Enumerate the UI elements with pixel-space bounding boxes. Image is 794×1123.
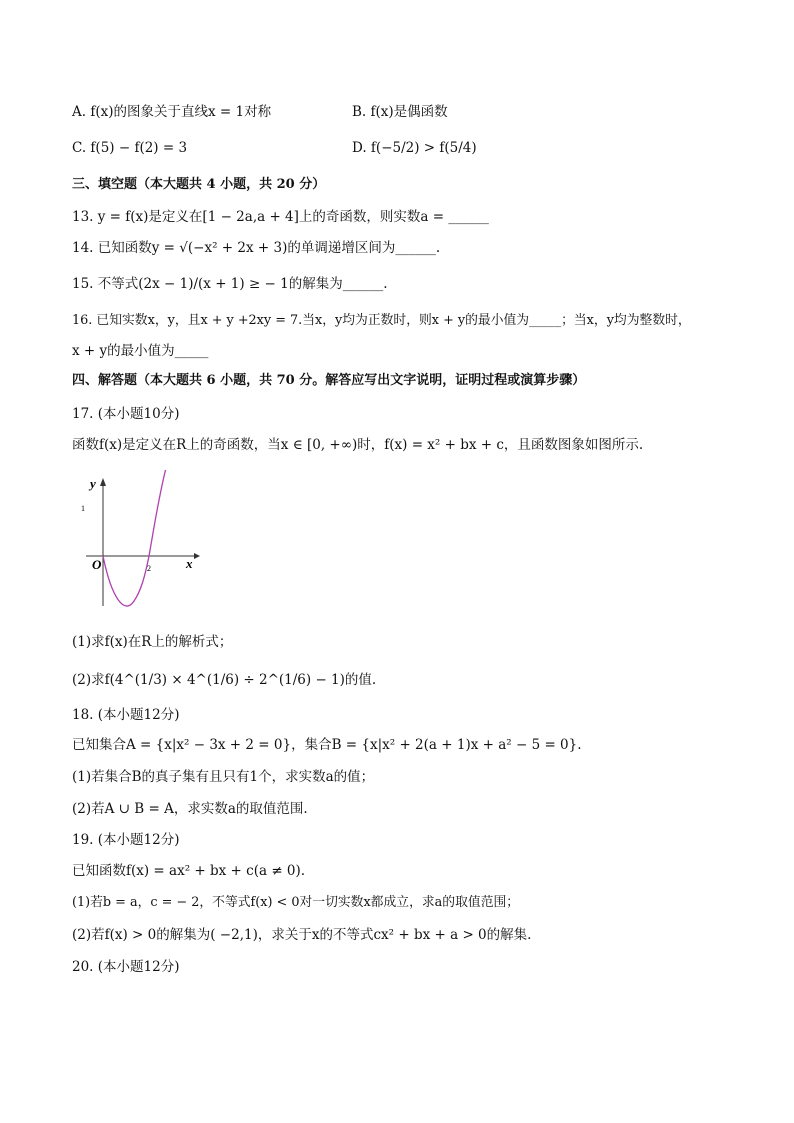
question-17-part-2: (2)求f(4^(1/3) × 4^(1/6) ÷ 2^(1/6) − 1)的值. xyxy=(72,672,377,688)
origin-label: O xyxy=(92,557,102,572)
question-19-stem: 已知函数f(x) = ax² + bx + c(a ≠ 0). xyxy=(72,863,306,879)
x-tick-label: 2 xyxy=(147,564,151,573)
y-tick-label: 1 xyxy=(81,504,85,513)
question-17-title: 17. (本小题10分) xyxy=(72,406,180,422)
section-3-heading: 三、填空题（本大题共 4 小题，共 20 分） xyxy=(72,177,326,192)
question-18-title: 18. (本小题12分) xyxy=(72,707,180,723)
x-axis-label: x xyxy=(186,556,193,571)
option-d: D. f(−5/2) > f(5/4) xyxy=(352,140,477,156)
option-a: A. f(x)的图象关于直线x = 1对称 xyxy=(72,104,272,120)
question-17-stem: 函数f(x)是定义在R上的奇函数，当x ∈ [0, +∞)时，f(x) = x² + bx + c，且函数图象如图所示. xyxy=(72,437,644,453)
parabola-curve xyxy=(103,470,166,606)
y-axis-arrow-icon xyxy=(100,478,106,486)
option-b: B. f(x)是偶函数 xyxy=(352,104,448,120)
question-17-part-1: (1)求f(x)在R上的解析式； xyxy=(72,634,233,650)
y-axis-label: y xyxy=(90,476,96,491)
x-axis-arrow-icon xyxy=(194,553,200,559)
question-20-title: 20. (本小题12分) xyxy=(72,959,180,975)
question-13: 13. y = f(x)是定义在[1 − 2a,a + 4]上的奇函数，则实数a = ______ xyxy=(72,209,489,225)
question-16-line-1: 16. 已知实数x，y，且x + y +2xy = 7.当x，y均为正数时，则x + y的最小值为_____；当x，y均为整数时， xyxy=(72,313,691,328)
question-18-part-1: (1)若集合B的真子集有且只有1个，求实数a的值； xyxy=(72,769,375,785)
section-4-heading: 四、解答题（本大题共 6 小题，共 70 分。解答应写出文字说明，证明过程或演算步骤） xyxy=(72,373,586,388)
option-c: C. f(5) − f(2) = 3 xyxy=(72,140,188,156)
question-19-part-1: (1)若b = a，c = − 2，不等式f(x) < 0对一切实数x都成立，求a的取值范围； xyxy=(72,895,520,910)
question-14: 14. 已知函数y = √(−x² + 2x + 3)的单调递增区间为______. xyxy=(72,240,441,256)
question-18-part-2: (2)若A ∪ B = A，求实数a的取值范围. xyxy=(72,801,308,817)
question-16-line-2: x + y的最小值为_____ xyxy=(72,343,209,359)
function-graph xyxy=(76,470,206,612)
question-15: 15. 不等式(2x − 1)/(x + 1) ≥ − 1的解集为______. xyxy=(72,276,388,292)
question-19-title: 19. (本小题12分) xyxy=(72,832,180,848)
question-19-part-2: (2)若f(x) > 0的解集为( −2,1)，求关于x的不等式cx² + bx + a > 0的解集. xyxy=(72,927,532,943)
question-18-stem: 已知集合A = {x|x² − 3x + 2 = 0}，集合B = {x|x² + 2(a + 1)x + a² − 5 = 0}. xyxy=(72,737,582,753)
